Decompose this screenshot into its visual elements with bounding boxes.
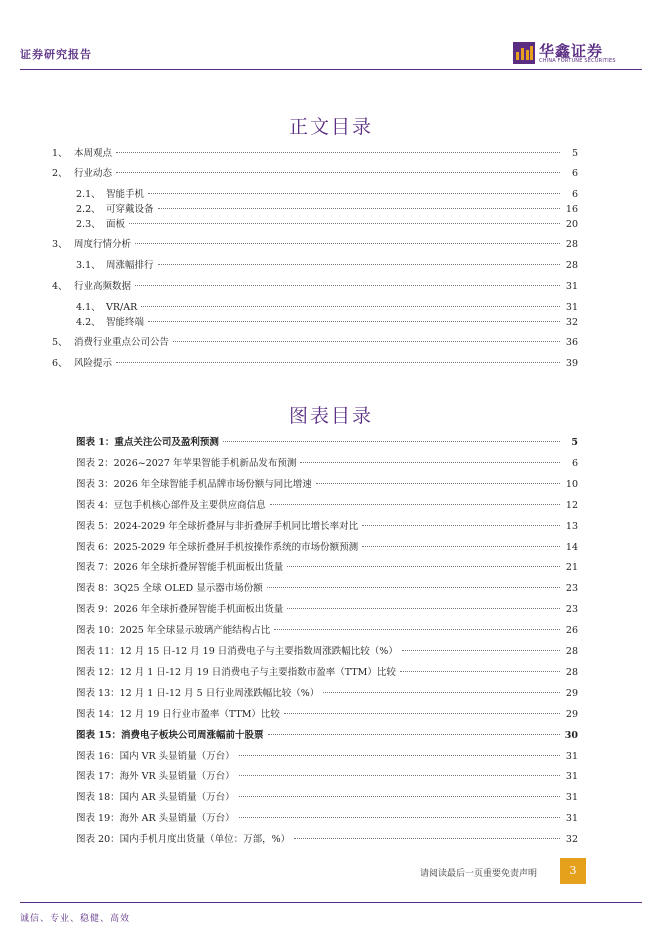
dot-leader — [239, 775, 560, 776]
figure-entry-label: 图表 10：2025 年全球显示玻璃产能结构占比 — [76, 625, 271, 637]
figure-entry-page: 21 — [565, 562, 578, 574]
dot-leader — [362, 546, 560, 547]
logo-subtitle: CHINA FORTUNE SECURITIES — [539, 58, 616, 64]
figure-entry[interactable] — [76, 750, 578, 764]
dot-leader — [270, 504, 560, 505]
figure-entry-label: 图表 8：3Q25 全球 OLED 显示器市场份额 — [76, 583, 263, 595]
toc-entry-label: 行业高频数据 — [74, 281, 132, 292]
toc-entry-page: 31 — [565, 281, 578, 292]
toc-entry-page: 32 — [565, 317, 578, 328]
dot-leader — [148, 321, 560, 322]
dot-leader — [135, 285, 560, 286]
toc-entry-page: 5 — [571, 148, 578, 159]
figure-entry-page: 31 — [565, 750, 578, 762]
header-divider — [20, 69, 642, 70]
dot-leader — [116, 152, 560, 153]
toc-entry[interactable] — [52, 336, 578, 350]
dot-leader — [239, 817, 560, 818]
dot-leader — [402, 650, 560, 651]
figure-entry-label: 图表 17：海外 VR 头显销量（万台） — [76, 771, 235, 783]
footer-divider — [20, 902, 642, 903]
figure-entry[interactable] — [76, 436, 578, 450]
figure-entry-label: 图表 6：2025-2029 年全球折叠屏手机按操作系统的市场份额预测 — [76, 541, 359, 553]
toc-entry-number: 6、 — [52, 358, 68, 369]
toc-entry[interactable] — [76, 188, 578, 202]
figure-entry-page: 26 — [565, 625, 578, 637]
figure-entry-page: 31 — [565, 771, 578, 783]
toc-entry[interactable] — [76, 301, 578, 315]
dot-leader — [287, 608, 560, 609]
toc-entry[interactable] — [52, 167, 578, 181]
toc-entry-page: 16 — [565, 204, 578, 215]
toc-entry-label: 周涨幅排行 — [106, 260, 154, 271]
dot-leader — [287, 566, 560, 567]
figure-entry[interactable] — [76, 624, 578, 638]
figure-entry-label: 图表 15：消费电子板块公司周涨幅前十股票 — [76, 729, 264, 741]
toc-entry-number: 1、 — [52, 148, 68, 159]
figure-entry-page: 13 — [565, 520, 578, 532]
figure-entry[interactable] — [76, 729, 578, 743]
disclaimer-note: 请阅读最后一页重要免责声明 — [420, 869, 538, 879]
figure-entry-page: 28 — [565, 666, 578, 678]
toc-entry[interactable] — [76, 203, 578, 217]
figures-title: 图表目录 — [288, 405, 373, 427]
figure-entry-page: 12 — [565, 499, 578, 511]
dot-leader — [135, 243, 560, 244]
dot-leader — [158, 208, 560, 209]
toc-entry-number: 4.1、 — [76, 302, 101, 313]
toc-entry[interactable] — [52, 238, 578, 252]
figure-entry[interactable] — [76, 499, 578, 513]
figure-entry-label: 图表 12：12 月 1 日-12 月 19 日消费电子与主要指数市盈率（TTM）比较 — [76, 666, 396, 678]
figure-entry-page: 32 — [565, 834, 578, 846]
toc-entry[interactable] — [52, 280, 578, 294]
toc-entry[interactable] — [76, 259, 578, 273]
toc-entry-number: 2.1、 — [76, 189, 101, 200]
figure-entry-label: 图表 1：重点关注公司及盈利预测 — [76, 437, 219, 448]
figure-entry-label: 图表 3：2026 年全球智能手机品牌市场份额与同比增速 — [76, 478, 312, 490]
figure-entry-page: 5 — [571, 437, 578, 448]
figure-entry-label: 图表 16：国内 VR 头显销量（万台） — [76, 750, 235, 762]
toc-entry-number: 3、 — [52, 239, 68, 250]
toc-entry-label: 智能手机 — [106, 189, 145, 200]
dot-leader — [274, 629, 560, 630]
figure-entry-page: 31 — [565, 792, 578, 804]
figure-entry[interactable] — [76, 603, 578, 617]
toc-entry-label: 本周观点 — [74, 148, 113, 159]
figure-entry-page: 29 — [565, 687, 578, 699]
figure-entry[interactable] — [76, 770, 578, 784]
toc-entry-label: 风险提示 — [74, 358, 113, 369]
toc-entry-label: VR/AR — [106, 302, 138, 313]
toc-entry-page: 28 — [565, 239, 578, 250]
toc-entry-label: 消费行业重点公司公告 — [74, 337, 170, 348]
toc-entry-number: 5、 — [52, 337, 68, 348]
figure-entry-page: 10 — [565, 478, 578, 490]
page-number: 3 — [560, 858, 586, 884]
figure-entry[interactable] — [76, 666, 578, 680]
figure-entry[interactable] — [76, 520, 578, 534]
figure-entry[interactable] — [76, 478, 578, 492]
toc-entry-label: 周度行情分析 — [74, 239, 132, 250]
toc-entry-page: 31 — [565, 302, 578, 313]
dot-leader — [400, 671, 560, 672]
figure-entry[interactable] — [76, 645, 578, 659]
toc-entry-number: 4.2、 — [76, 317, 101, 328]
figure-entry[interactable] — [76, 791, 578, 805]
figure-entry-page: 29 — [565, 708, 578, 720]
figure-entry-label: 图表 11：12 月 15 日-12 月 19 日消费电子与主要指数周涨跌幅比较（%） — [76, 646, 398, 657]
dot-leader — [294, 838, 560, 839]
dot-leader — [268, 734, 560, 735]
toc-entry-number: 4、 — [52, 281, 68, 292]
dot-leader — [116, 172, 560, 173]
figure-entry-label: 图表 9：2026 年全球折叠屏智能手机面板出货量 — [76, 604, 284, 616]
figure-entry-page: 23 — [565, 583, 578, 595]
toc-entry-label: 面板 — [106, 219, 126, 230]
figure-entry-page: 23 — [565, 604, 578, 616]
figure-entry-page: 31 — [565, 813, 578, 825]
dot-leader — [362, 525, 560, 526]
dot-leader — [300, 462, 560, 463]
dot-leader — [173, 341, 560, 342]
toc-entry-number: 2.3、 — [76, 219, 101, 230]
figure-entry[interactable] — [76, 541, 578, 555]
dot-leader — [158, 264, 560, 265]
toc-entry-page: 28 — [565, 260, 578, 271]
toc-entry[interactable] — [52, 147, 578, 161]
toc-entry[interactable] — [52, 357, 578, 371]
figure-entry-label: 图表 19：海外 AR 头显销量（万台） — [76, 813, 235, 825]
figure-entry-page: 6 — [571, 457, 578, 469]
dot-leader — [323, 692, 560, 693]
dot-leader — [239, 755, 560, 756]
toc-entry-page: 39 — [565, 358, 578, 369]
figure-entry[interactable] — [76, 833, 578, 847]
dot-leader — [267, 587, 560, 588]
dot-leader — [239, 796, 560, 797]
toc-entry-label: 可穿戴设备 — [106, 204, 154, 215]
toc-entry-page: 6 — [571, 189, 578, 200]
toc-title: 正文目录 — [288, 116, 373, 138]
dot-leader — [116, 362, 560, 363]
company-logo — [513, 40, 633, 68]
dot-leader — [316, 483, 560, 484]
figure-entry-page: 28 — [565, 646, 578, 657]
toc-entry-number: 2、 — [52, 168, 68, 179]
figure-entry-label: 图表 13：12 月 1 日-12 月 5 日行业周涨跌幅比较（%） — [76, 687, 320, 699]
footer-motto: 诚信、专业、稳健、高效 — [20, 914, 131, 924]
toc-entry-label: 智能终端 — [106, 317, 145, 328]
dot-leader — [223, 441, 560, 442]
logo-name: 华鑫证券 — [539, 42, 604, 60]
figure-entry[interactable] — [76, 582, 578, 596]
dot-leader — [148, 193, 560, 194]
figure-entry-page: 30 — [564, 729, 578, 741]
dot-leader — [284, 713, 560, 714]
toc-entry-label: 行业动态 — [74, 168, 113, 179]
figure-entry-page: 14 — [565, 541, 578, 553]
toc-entry[interactable] — [76, 316, 578, 330]
dot-leader — [129, 223, 560, 224]
dot-leader — [141, 306, 560, 307]
figure-entry[interactable] — [76, 708, 578, 722]
figure-entry[interactable] — [76, 457, 578, 471]
figure-entry-label: 图表 18：国内 AR 头显销量（万台） — [76, 792, 235, 804]
report-type-label: 证券研究报告 — [20, 48, 92, 61]
logo-mark-icon — [513, 42, 535, 64]
figure-entry[interactable] — [76, 561, 578, 575]
figure-entry-label: 图表 7：2026 年全球折叠屏智能手机面板出货量 — [76, 562, 284, 574]
toc-entry[interactable] — [76, 218, 578, 232]
toc-entry-number: 2.2、 — [76, 204, 101, 215]
figure-entry-label: 图表 20：国内手机月度出货量（单位：万部，%） — [76, 834, 291, 846]
figure-entry-label: 图表 14：12 月 19 日行业市盈率（TTM）比较 — [76, 708, 280, 720]
toc-entry-number: 3.1、 — [76, 260, 101, 271]
figure-entry-label: 图表 5：2024-2029 年全球折叠屏与非折叠屏手机同比增长率对比 — [76, 520, 359, 532]
toc-entry-page: 36 — [565, 337, 578, 348]
toc-entry-page: 20 — [565, 219, 578, 230]
figure-entry-label: 图表 4：豆包手机核心部件及主要供应商信息 — [76, 499, 266, 511]
figure-entry-label: 图表 2：2026~2027 年苹果智能手机新品发布预测 — [76, 457, 297, 469]
figure-entry[interactable] — [76, 812, 578, 826]
figure-entry[interactable] — [76, 687, 578, 701]
toc-entry-page: 6 — [571, 168, 578, 179]
